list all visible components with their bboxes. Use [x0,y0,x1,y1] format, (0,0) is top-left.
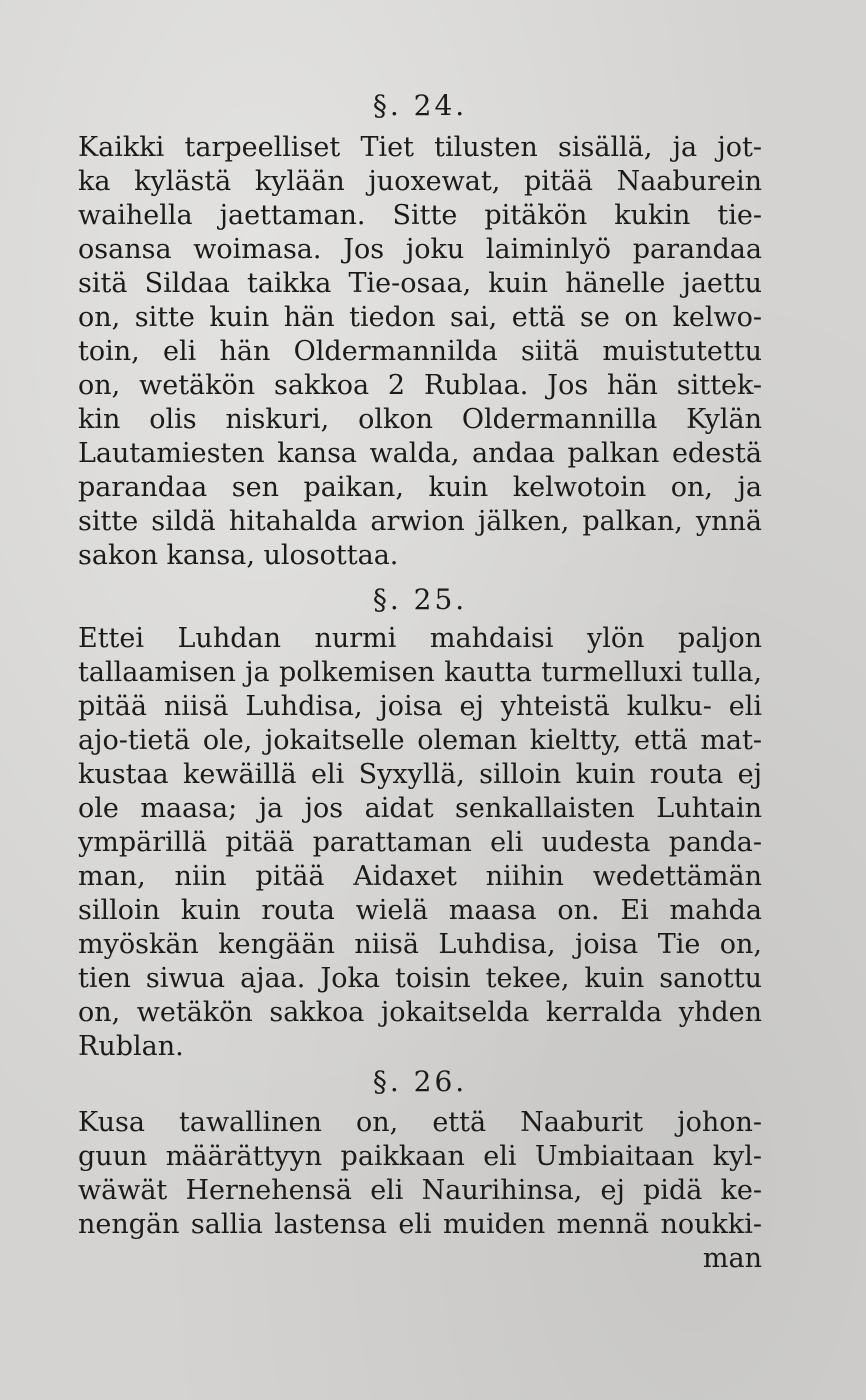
text-line: Kaikki tarpeelliset Tiet tilusten sisällä, ja jot- [78,132,762,163]
text-line: man, niin pitää Aidaxet niihin wedettämän [78,861,762,892]
text-line: nengän sallia lastensa eli muiden mennä noukki- [78,1209,762,1240]
catchword: man [702,1243,762,1274]
text-line: ole maasa; ja jos aidat senkallaisten Luhtain [78,793,762,824]
text-line: toin, eli hän Oldermannilda siitä muistutettu [78,336,762,367]
text-line: osansa woimasa. Jos joku laiminlyö parandaa [78,234,762,265]
text-line: on, wetäkön sakkoa jokaitselda kerralda yhden [78,997,762,1028]
section-26-heading: §. 26. [372,1065,468,1098]
section-26-paragraph [78,1106,762,1276]
text-line: ympärillä pitää parattaman eli uudesta panda- [78,827,762,858]
text-line: sitä Sildaa taikka Tie-osaa, kuin hänelle jaettu [78,268,762,299]
section-24-heading: §. 24. [372,89,468,122]
text-line: on, wetäkön sakkoa 2 Rublaa. Jos hän sittek- [78,370,762,401]
text-line: wäwät Hernehensä eli Naurihinsa, ej pidä ke- [78,1175,762,1206]
section-25-heading: §. 25. [372,583,468,616]
text-line: tallaamisen ja polkemisen kautta turmelluxi tulla, [78,657,762,688]
text-line: tien siwua ajaa. Joka toisin tekee, kuin sanottu [78,963,762,994]
text-line: Lautamiesten kansa walda, andaa palkan edestä [78,438,762,469]
text-line: ajo-tietä ole, jokaitselle oleman kieltty, että mat- [78,725,762,756]
text-line: on, sitte kuin hän tiedon sai, että se on kelwo- [78,302,762,333]
text-line: pitää niisä Luhdisa, joisa ej yhteistä kulku- eli [78,691,762,722]
text-line: myöskän kengään niisä Luhdisa, joisa Tie on, [78,929,762,960]
text-line: ka kylästä kylään juoxewat, pitää Naaburein [78,166,762,197]
text-line: kustaa kewäillä eli Syxyllä, silloin kuin routa ej [78,759,762,790]
section-25-paragraph [78,622,762,1064]
text-line: kin olis niskuri, olkon Oldermannilla Kylän [78,404,762,435]
text-line: Kusa tawallinen on, että Naaburit johon- [78,1107,762,1138]
text-line: Ettei Luhdan nurmi mahdaisi ylön paljon [78,623,762,654]
text-line: guun määrättyyn paikkaan eli Umbiaitaan kyl- [78,1141,762,1172]
text-line: sitte sildä hitahalda arwion jälken, palkan, ynnä [78,506,762,537]
text-line: parandaa sen paikan, kuin kelwotoin on, ja [78,472,762,503]
text-line: Rublan. [78,1031,184,1062]
text-line: silloin kuin routa wielä maasa on. Ei mahda [78,895,762,926]
text-line: sakon kansa, ulosottaa. [78,540,399,571]
text-line: waihella jaettaman. Sitte pitäkön kukin tie- [78,200,762,231]
section-24-paragraph [78,131,762,573]
